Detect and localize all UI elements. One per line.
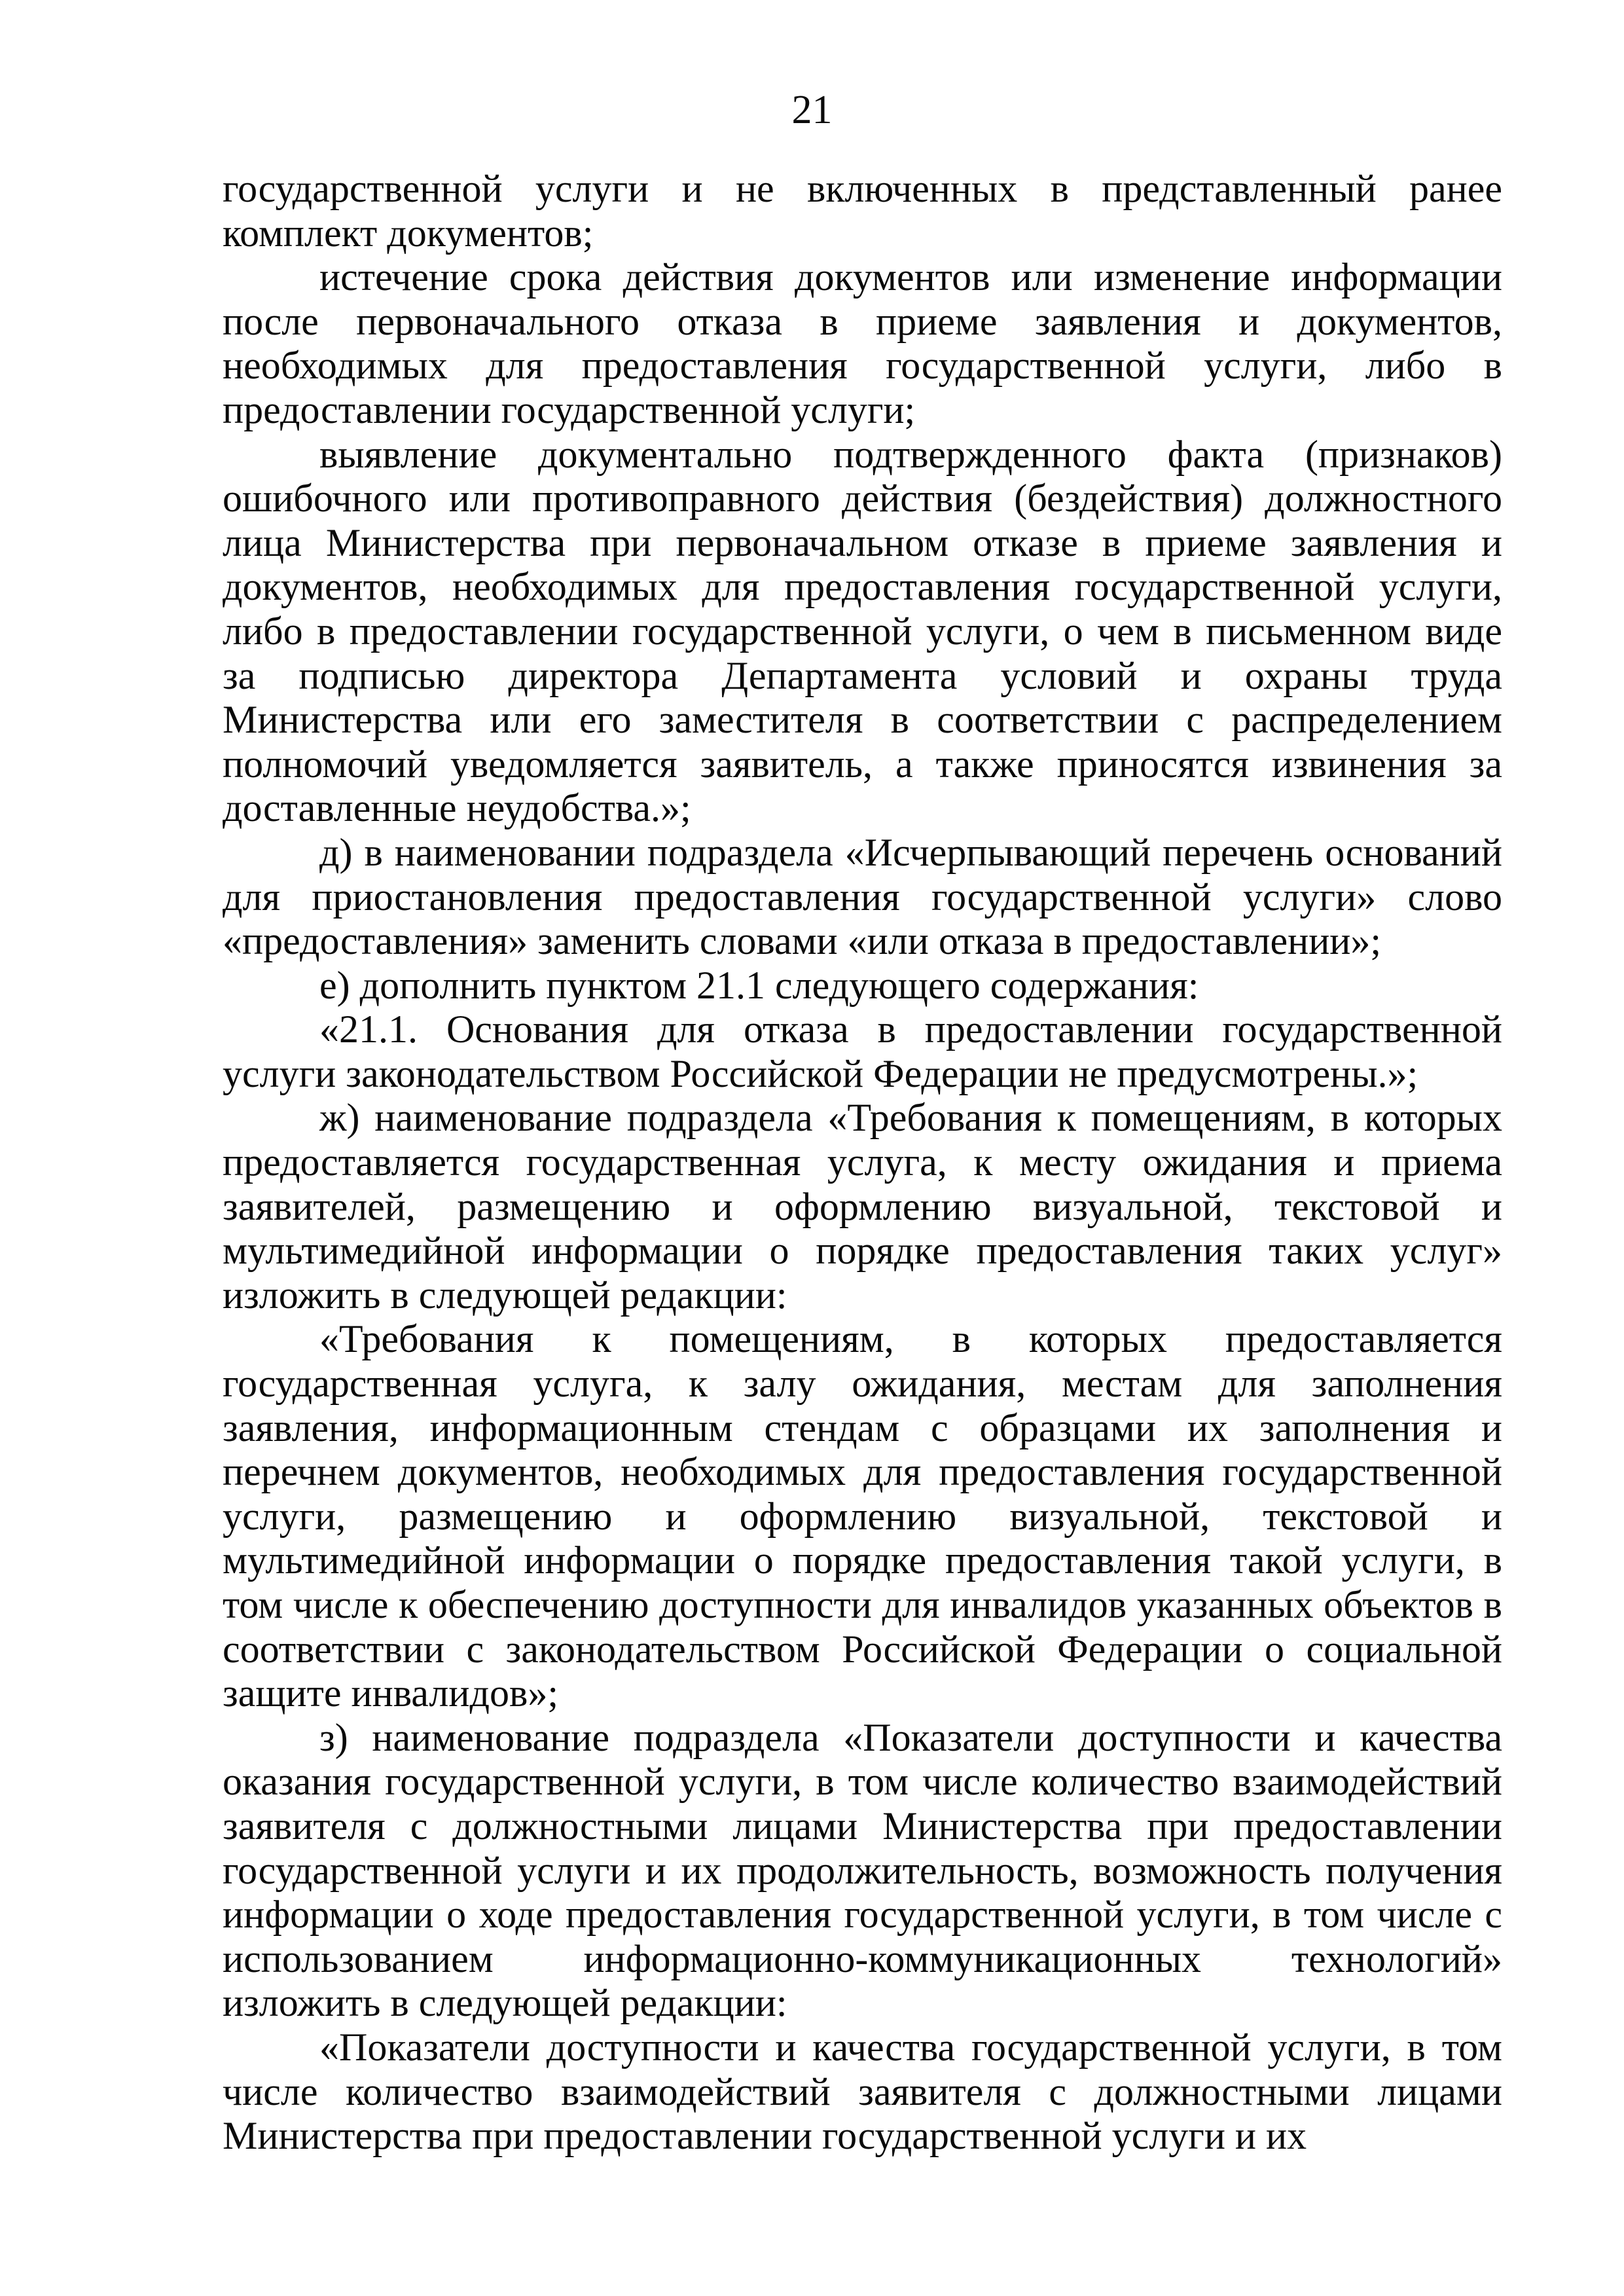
paragraph-item-d: д) в наименовании подраздела «Исчерпывающий перечень оснований для приостановления предоставления государственной услуги» слово «предоставления» заменить словами «или отказа в предоставлении»;: [223, 830, 1502, 963]
paragraph-continuation: государственной услуги и не включенных в представленный ранее комплект документов;: [223, 167, 1502, 255]
paragraph-clause-21-1: «21.1. Основания для отказа в предоставлении государственной услуги законодательством Российской Федерации не предусмотрены.»;: [223, 1008, 1502, 1095]
paragraph-document-expiry: истечение срока действия документов или изменение информации после первоначального отказа в приеме заявления и документов, необходимых для предоставления государственной услуги, либо в предоставлении государственной услуги;: [223, 255, 1502, 431]
paragraph-item-zh: ж) наименование подраздела «Требования к помещениям, в которых предоставляется государственная услуга, к месту ожидания и приема заявителей, размещению и оформлению визуальной, текстовой и мультимедийной информации о порядке предоставления таких услуг» изложить в следующей редакции:: [223, 1096, 1502, 1317]
paragraph-premises-requirements: «Требования к помещениям, в которых предоставляется государственная услуга, к залу ожидания, местам для заполнения заявления, информационным стендам с образцами их заполнения и перечнем документов, необходимых для предоставления государственной услуги, размещению и оформлению визуальной, текстовой и мультимедийной информации о порядке предоставления такой услуги, в том числе к обеспечению доступности для инвалидов указанных объектов в соответствии с законодательством Российской Федерации о социальной защите инвалидов»;: [223, 1317, 1502, 1715]
paragraph-accessibility-indicators: «Показатели доступности и качества государственной услуги, в том числе количество взаимодействий заявителя с должностными лицами Министерства при предоставлении государственной услуги и их: [223, 2025, 1502, 2158]
paragraph-erroneous-action: выявление документально подтвержденного факта (признаков) ошибочного или противоправного действия (бездействия) должностного лица Министерства при первоначальном отказе в приеме заявления и документов, необходимых для предоставления государственной услуги, либо в предоставлении государственной услуги, о чем в письменном виде за подписью директора Департамента условий и охраны труда Министерства или его заместителя в соответствии с распределением полномочий уведомляется заявитель, а также приносятся извинения за доставленные неудобства.»;: [223, 432, 1502, 830]
page-number: 21: [791, 88, 833, 132]
paragraph-item-e: е) дополнить пунктом 21.1 следующего содержания:: [319, 963, 1199, 1007]
paragraph-item-z: з) наименование подраздела «Показатели доступности и качества оказания государственной услуги, в том числе количество взаимодействий заявителя с должностными лицами Министерства при предоставлении государственной услуги и их продолжительность, возможность получения информации о ходе предоставления государственной услуги, в том числе с использованием информационно-коммуникационных технологий» изложить в следующей редакции:: [223, 1715, 1502, 2025]
document-body: [223, 167, 1502, 2159]
